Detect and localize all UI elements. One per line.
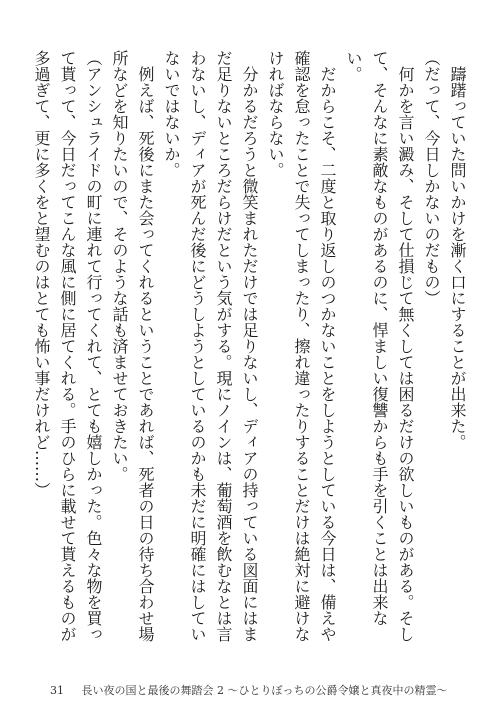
- vertical-body-text: [30, 50, 470, 650]
- paragraph-monologue: （だって、今日しかないのだもの）: [422, 50, 441, 306]
- paragraph: 分かるだろうと微笑まれただけでは足りないし、ディアの持っている図面にはまだ足りないところだらけだという気がする。現にノインは、葡萄酒を飲むなとは言わないし、ディアが死んだ後にどうしようとしているのかも未だに明確にはしていないではないか。: [162, 50, 259, 642]
- paragraph: 躊躇っていた問いかけを漸く口にすることが出来た。: [448, 66, 467, 450]
- page-footer: [50, 684, 470, 698]
- running-head: 長い夜の国と最後の舞踏会 2 〜ひとりぼっちの公爵令嬢と真夜中の精霊〜: [81, 684, 448, 697]
- paragraph-monologue: （アンシュライドの町に連れて行ってくれて、とても嬉しかった。色々な物を買って貰って、今日だってこんな風に側に居てくれる。手のひらに載せて貰えるものが多過ぎて、更に多くをと望むのはとても怖い事だけれど……）: [32, 50, 103, 642]
- paragraph: 何かを言い澱み、そして仕損じて無くしては困るだけの欲しいものがある。そして、そんなに素敵なものがあるのに、悍ましい復讐からも手を引くことは出来ない。: [344, 50, 415, 642]
- paragraph: だからこそ、二度と取り返しのつかないことをしようとしている今日は、備えや確認を怠ったことで失ってしまったり、擦れ違ったりすることだけは絶対に避けなければならない。: [266, 50, 337, 642]
- paragraph: 例えば、死後にまた会ってくれるということであれば、死者の日の待ち合わせ場所などを知りたいので、そのような話も済ませておきたい。: [110, 50, 155, 642]
- page-number: 31: [50, 684, 64, 697]
